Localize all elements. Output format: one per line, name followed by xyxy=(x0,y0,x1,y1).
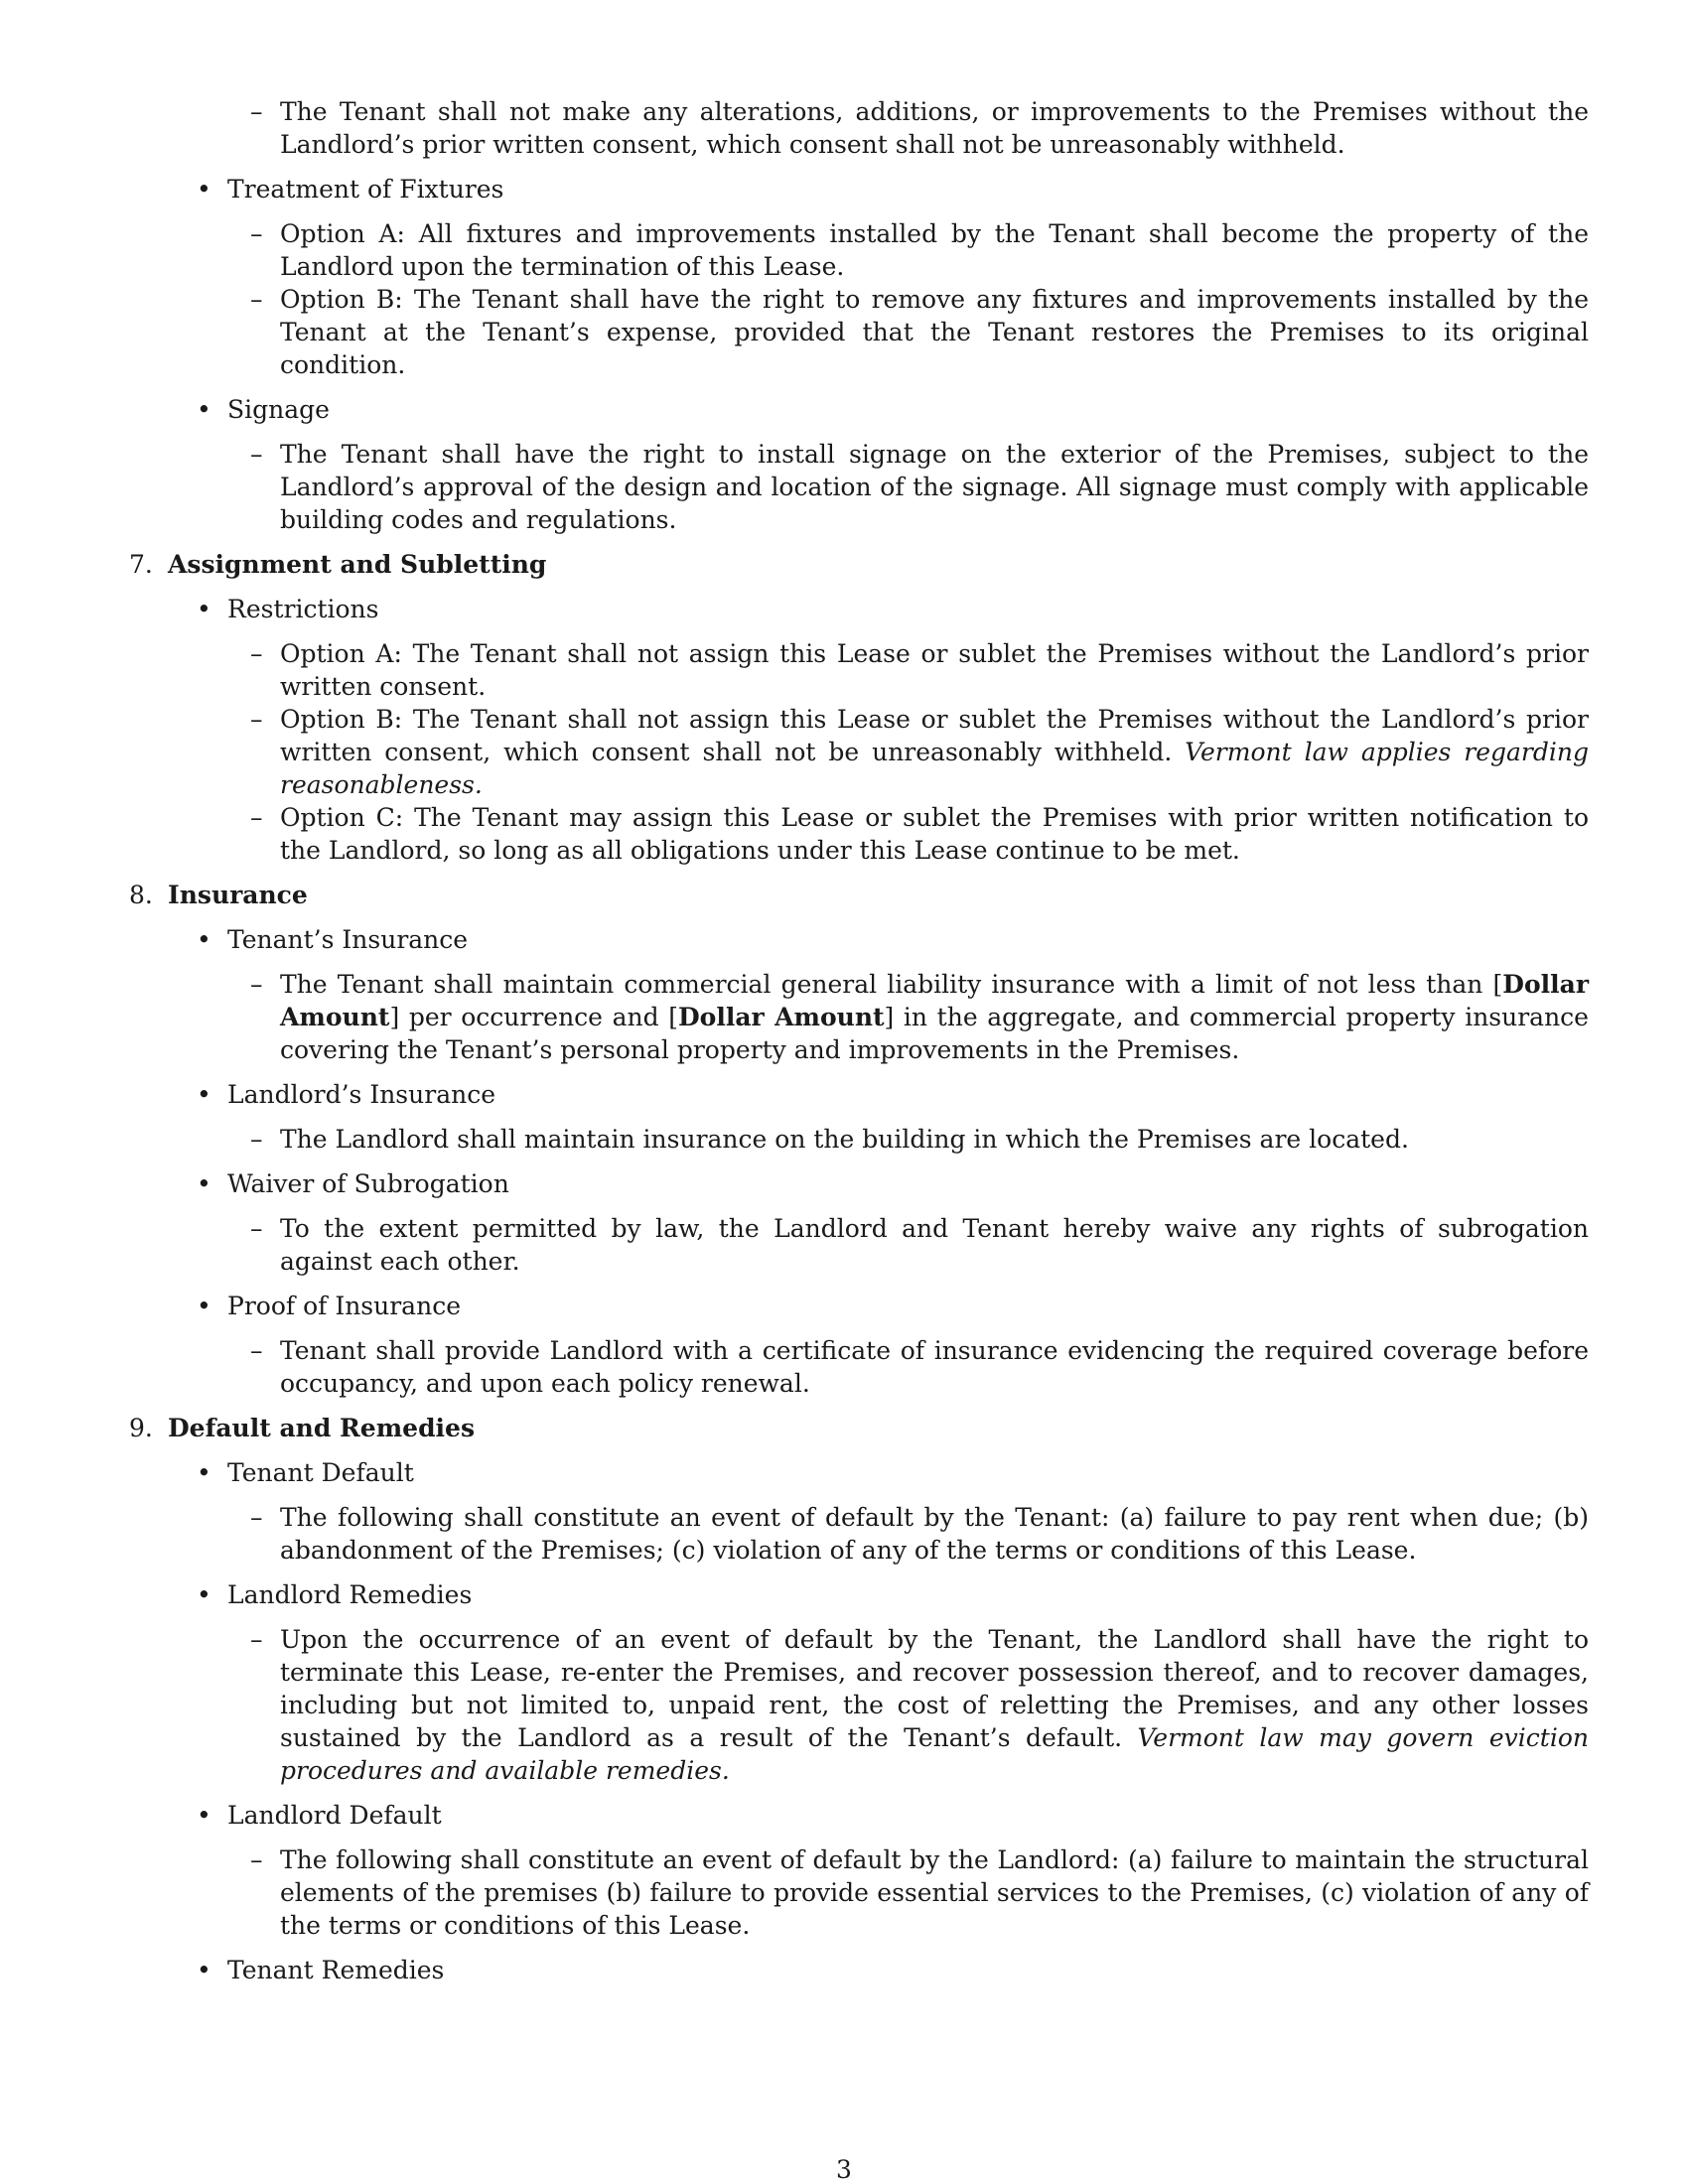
bullet-marker: • xyxy=(197,1801,211,1830)
dash-marker: – xyxy=(250,639,263,668)
dash-marker: – xyxy=(250,97,263,126)
bullet-treatment-of-fixtures xyxy=(168,173,1589,381)
italic-note: Vermont law may govern eviction procedures and available remedies. xyxy=(280,1723,1589,1785)
list-item: – The Tenant shall have the right to install signage on the exterior of the Premises, subject to the Landlord’s approval of the design and location of the signage. All signage must comply with applicable building codes and regulations. xyxy=(250,440,1589,534)
bullet-label: Waiver of Subrogation xyxy=(227,1169,509,1198)
bullet-marker: • xyxy=(197,1169,211,1198)
dash-marker: – xyxy=(250,285,263,314)
bullet-marker: • xyxy=(197,925,211,954)
bullet-label: Landlord Remedies xyxy=(227,1580,473,1609)
placeholder-dollar-amount: Dollar Amount xyxy=(678,1003,885,1031)
bullet-label: Proof of Insurance xyxy=(227,1292,461,1320)
bullet-marker: • xyxy=(197,1080,211,1109)
dash-marker: – xyxy=(250,1125,263,1154)
continued-bullet xyxy=(168,95,1589,161)
section-title: Assignment and Subletting xyxy=(168,550,547,579)
bullet-marker: • xyxy=(197,1956,211,1984)
section-title: Insurance xyxy=(168,881,308,909)
section-number: 8. xyxy=(129,881,153,909)
bullet-tenants-insurance xyxy=(168,923,1589,1066)
placeholder-dollar-amount: Dollar Amount xyxy=(280,970,1589,1031)
bullet-landlord-remedies xyxy=(168,1578,1589,1787)
bullet-tenant-default xyxy=(168,1456,1589,1567)
dash-marker: – xyxy=(250,440,263,469)
section-number: 7. xyxy=(129,550,153,579)
bullet-label: Landlord Default xyxy=(227,1801,442,1830)
list-item: – Option C: The Tenant may assign this Lease or sublet the Premises with prior written notification to the Landlord, so long as all obligations under this Lease continue to be met. xyxy=(250,803,1589,865)
list-item: – Upon the occurrence of an event of default by the Tenant, the Landlord shall have the right to terminate this Lease, re-enter the Premises, and recover possession thereof, and to recover damages, including but not limited to, unpaid rent, the cost of reletting the Premises, and any other losses sustained by the Landlord as a result of the Tenant’s default. Vermont law may govern eviction procedures and available remedies. xyxy=(250,1625,1589,1785)
dash-marker: – xyxy=(250,705,263,734)
dash-marker: – xyxy=(250,1845,263,1874)
bullet-label: Restrictions xyxy=(227,595,379,623)
list-item: – The Landlord shall maintain insurance on the building in which the Premises are located. xyxy=(250,1125,1409,1154)
section-insurance xyxy=(129,879,1589,1400)
list-item: – Option A: All fixtures and improvements installed by the Tenant shall become the property of the Landlord upon the termination of this Lease. xyxy=(250,219,1589,281)
bullet-marker: • xyxy=(197,1292,211,1320)
section-default-and-remedies xyxy=(129,1412,1589,1986)
bullet-waiver-of-subrogation xyxy=(168,1167,1589,1278)
bullet-marker: • xyxy=(197,1580,211,1609)
section-number: 9. xyxy=(129,1414,153,1442)
italic-note: Vermont law applies regarding reasonableness. xyxy=(280,738,1589,799)
bullet-restrictions xyxy=(168,593,1589,867)
dash-marker: – xyxy=(250,970,263,999)
bullet-tenant-remedies xyxy=(168,1954,1589,1986)
list-item: – Option B: The Tenant shall have the right to remove any fixtures and improvements installed by the Tenant at the Tenant’s expense, provided that the Tenant restores the Premises to its original condition. xyxy=(250,285,1589,379)
bullet-signage xyxy=(168,393,1589,536)
list-item: – Option B: The Tenant shall not assign this Lease or sublet the Premises without the Landlord’s prior written consent, which consent shall not be unreasonably withheld. Vermont law applies regarding reasonableness. xyxy=(250,705,1589,799)
page-number: 3 xyxy=(836,2155,852,2184)
list-item: – Option A: The Tenant shall not assign this Lease or sublet the Premises without the Landlord’s prior written consent. xyxy=(250,639,1589,701)
lease-content xyxy=(129,95,1589,1986)
bullet-landlord-default xyxy=(168,1799,1589,1942)
bullet-landlords-insurance xyxy=(168,1078,1589,1156)
section-assignment-and-subletting xyxy=(129,548,1589,867)
bullet-proof-of-insurance xyxy=(168,1290,1589,1400)
dash-marker: – xyxy=(250,1214,263,1243)
list-item: – The following shall constitute an event of default by the Tenant: (a) failure to pay rent when due; (b) abandonment of the Premises; (c) violation of any of the terms or conditions of this Lease. xyxy=(250,1503,1589,1565)
bullet-label: Signage xyxy=(227,395,330,424)
bullet-label: Treatment of Fixtures xyxy=(227,175,504,204)
bullet-label: Tenant Remedies xyxy=(227,1956,445,1984)
list-item: – The Tenant shall maintain commercial general liability insurance with a limit of not less than [Dollar Amount] per occurrence and [Dollar Amount] in the aggregate, and commercial property insurance covering the Tenant’s personal property and improvements in the Premises. xyxy=(250,970,1589,1064)
dash-marker: – xyxy=(250,219,263,248)
bullet-label: Tenant Default xyxy=(227,1458,414,1487)
dash-marker: – xyxy=(250,1503,263,1532)
list-item: – To the extent permitted by law, the Landlord and Tenant hereby waive any rights of subrogation against each other. xyxy=(250,1214,1589,1276)
bullet-marker: • xyxy=(197,395,211,424)
bullet-label: Tenant’s Insurance xyxy=(227,925,469,954)
bullet-label: Landlord’s Insurance xyxy=(227,1080,495,1109)
dash-marker: – xyxy=(250,1336,263,1365)
list-item: – The Tenant shall not make any alterations, additions, or improvements to the Premises without the Landlord’s prior written consent, which consent shall not be unreasonably withheld. xyxy=(250,97,1589,159)
list-item: – Tenant shall provide Landlord with a certificate of insurance evidencing the required coverage before occupancy, and upon each policy renewal. xyxy=(250,1336,1589,1398)
bullet-marker: • xyxy=(197,595,211,623)
section-title: Default and Remedies xyxy=(168,1414,476,1442)
bullet-marker: • xyxy=(197,175,211,204)
dash-marker: – xyxy=(250,1625,263,1654)
list-item: – The following shall constitute an event of default by the Landlord: (a) failure to maintain the structural elements of the premises (b) failure to provide essential services to the Premises, (c) violation of any of the terms or conditions of this Lease. xyxy=(250,1845,1589,1940)
dash-marker: – xyxy=(250,803,263,832)
bullet-marker: • xyxy=(197,1458,211,1487)
